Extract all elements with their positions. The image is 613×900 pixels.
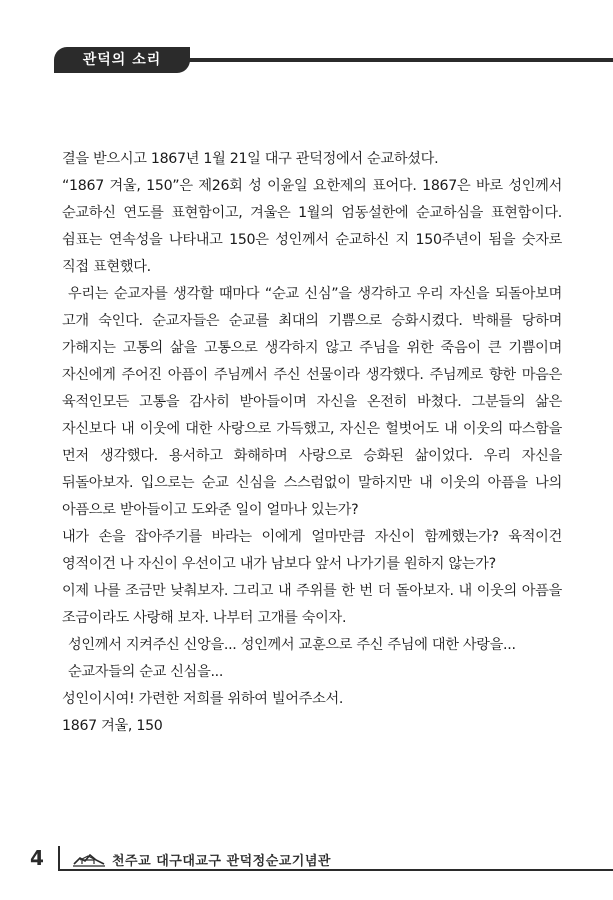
paragraph-4: 내가 손을 잡아주기를 바라는 이에게 얼마만큼 자신이 함께했는가? 육적이건 영적이건 나 자신이 우선이고 내가 남보다 앞서 나가기를 원하지 않는가?: [62, 529, 562, 572]
paragraph-5: 이제 나를 조금만 낮춰보자. 그리고 내 주위를 한 번 더 돌아보자. 내 이웃의 아픔을 조금이라도 사랑해 보자. 나부터 고개를 숙이자.: [62, 583, 562, 626]
publisher-name: 천주교 대구대교구 관덕정순교기념관: [112, 854, 331, 869]
paragraph-9: 1867 겨울, 150: [62, 718, 163, 734]
paragraph-7: 순교자들의 순교 신심을...: [68, 664, 224, 680]
article-body: [62, 146, 562, 740]
page-footer: [30, 844, 613, 874]
footer-divider: [58, 846, 60, 870]
paragraph-8: 성인이시여! 가련한 저희를 위하여 빌어주소서.: [62, 691, 344, 707]
paragraph-3: 우리는 순교자를 생각할 때마다 “순교 신심”을 생각하고 우리 자신을 되돌아보며 고개 숙인다. 순교자들은 순교를 최대의 기쁨으로 승화시켰다. 박해를 당하며 가해지는 고통의 삶을 고통으로 생각하지 않고 주님을 위한 죽음이 큰 기쁨이며 자신에게 주어진 아픔이 주님께서 주신 선물이라 생각했다. 주님께로 향한 마음은 육적인모든 고통을 감사히 받아들이며 자신을 온전히 바쳤다. 그분들의 삶은 자신보다 내 이웃에 대한 사랑으로 가득했고, 자신은 헐벗어도 내 이웃의 따스함을 먼저 생각했다. 용서하고 화해하며 사랑으로 승화된 삶이었다. 우리 자신을 뒤돌아보자. 입으로는 순교 신심을 스스럼없이 말하지만 내 이웃의 아픔을 나의 아픔으로 받아들이고 도와준 일이 얼마나 있는가?: [62, 286, 562, 518]
header-rule: [187, 58, 613, 62]
footer-rule: [58, 869, 613, 871]
memorial-hall-logo-icon: [72, 850, 106, 868]
paragraph-2: “1867 겨울, 150”은 제26회 성 이윤일 요한제의 표어다. 1867은 바로 성인께서 순교하신 연도를 표현함이고, 겨울은 1월의 엄동설한에 순교하심을 표현함이다. 쉼표는 연속성을 나타내고 150은 성인께서 순교하신 지 150주년이 됨을 숫자로 직접 표현했다.: [62, 178, 562, 275]
section-title: 관덕의 소리: [54, 47, 190, 73]
paragraph-1: 결을 받으시고 1867년 1월 21일 대구 관덕정에서 순교하셨다.: [62, 151, 439, 167]
section-header: [52, 40, 613, 80]
page-number: 4: [30, 846, 44, 870]
paragraph-6: 성인께서 지켜주신 신앙을... 성인께서 교훈으로 주신 주님에 대한 사랑을...: [68, 637, 516, 653]
